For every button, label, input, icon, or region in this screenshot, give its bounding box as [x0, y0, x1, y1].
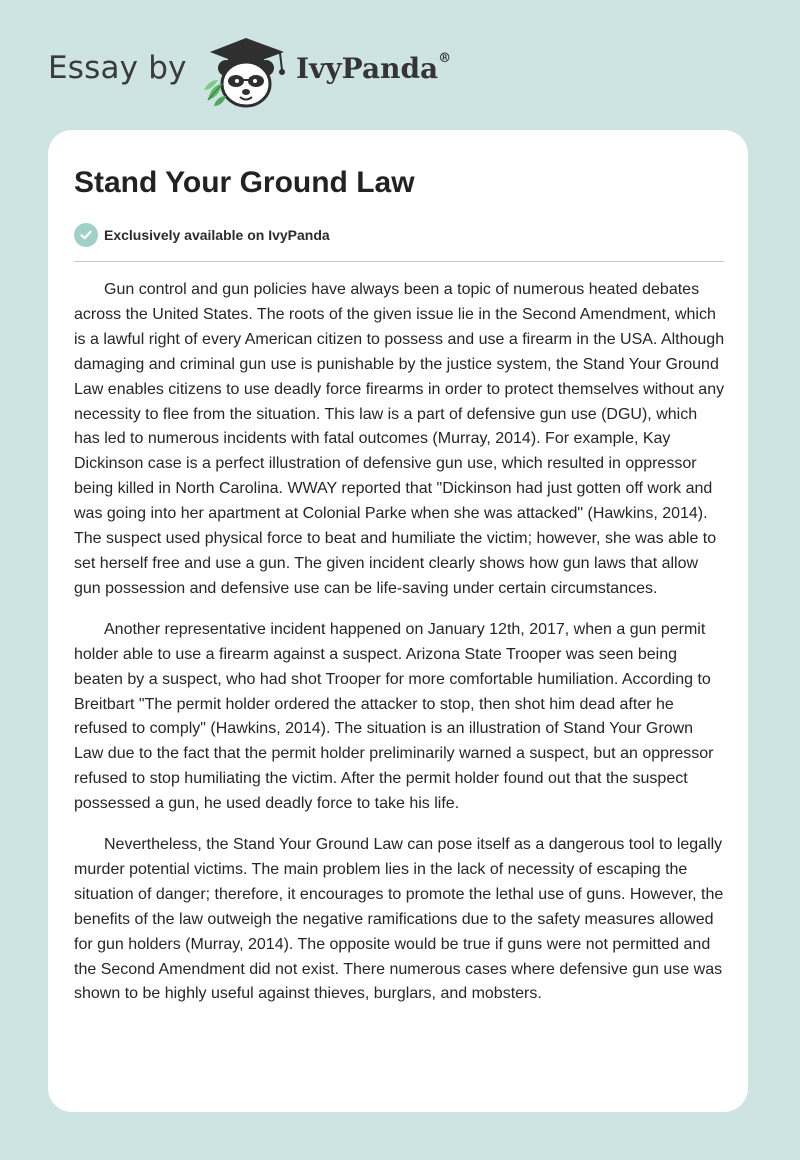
essay-card — [48, 130, 748, 1112]
ivypanda-logo-icon[interactable] — [200, 34, 292, 110]
checkmark-icon — [74, 223, 98, 247]
essay-paragraph: Another representative incident happened on January 12th, 2017, when a gun permit holder able to use a firearm against a suspect. Arizona State Trooper was seen being beaten by a suspect, who had shot Trooper for more comfortable humiliation. According to Breitbart "The permit holder ordered the attacker to stop, then shot him dead after he refused to comply" (Hawkins, 2014). The situation is an illustration of Stand Your Grown Law due to the fact that the permit holder preliminarily warned a suspect, but an oppressor refused to stop humiliating the victim. After the permit holder found out that the suspect possessed a gun, he used deadly force to take his life. — [74, 620, 714, 813]
registered-mark: ® — [438, 50, 452, 66]
ivypanda-wordmark[interactable] — [296, 52, 451, 85]
essay-body — [74, 278, 726, 1023]
essay-paragraph: Nevertheless, the Stand Your Ground Law can pose itself as a dangerous tool to legally murder potential victims. The main problem lies in the lack of necessity of escaping the situation of danger; therefore, it encourages to promote the lethal use of guns. However, the benefits of the law outweigh the negative ramifications due to the safety measures allowed for gun holders (Murray, 2014). The opposite would be true if guns were not permitted and the Second Amendment did not exist. There numerous cases where defensive gun use was shown to be highly useful against thieves, burglars, and mobsters. — [74, 836, 724, 1003]
title-divider — [74, 261, 724, 262]
essay-paragraph: Gun control and gun policies have always been a topic of numerous heated debates across the United States. The roots of the given issue lie in the Second Amendment, which is a lawful right of every American citizen to possess and use a firearm in the USA. Although damaging and criminal gun use is punishable by the justice system, the Stand Your Ground Law enables citizens to use deadly force firearms in order to protect themselves without any necessity to flee from the situation. This law is a part of defensive gun use (DGU), which has led to numerous incidents with fatal outcomes (Murray, 2014). For example, Kay Dickinson case is a perfect illustration of defensive gun use, which resulted in oppressor being killed in North Carolina. WWAY reported that "Dickinson had just gotten off work and was going into her apartment at Colonial Parke when she was attacked" (Hawkins, 2014). The suspect used physical force to beat and humiliate the victim; however, she was able to set herself free and use a gun. The given incident clearly shows how gun laws that allow gun possession and defensive use can be life-saving under certain circumstances. — [74, 281, 725, 597]
brand-header — [0, 0, 800, 130]
exclusive-badge — [74, 222, 330, 248]
brand-name-text: IvyPanda — [296, 52, 439, 85]
essay-title: Stand Your Ground Law — [74, 166, 415, 199]
essay-by-label: Essay by — [48, 50, 187, 86]
exclusive-badge-label: Exclusively available on IvyPanda — [104, 227, 330, 243]
